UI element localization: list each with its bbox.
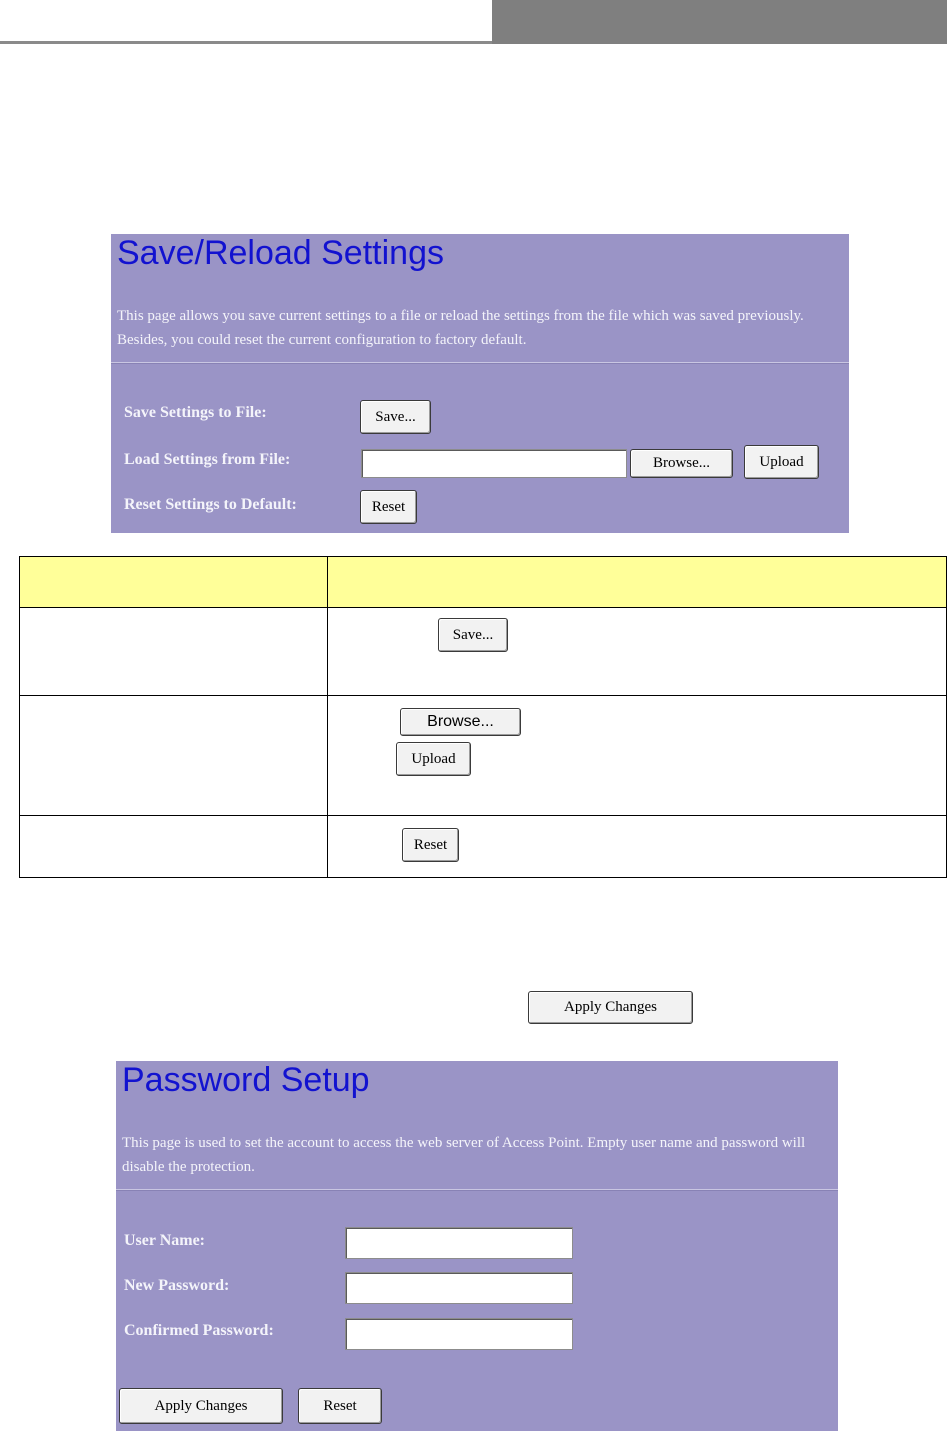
save-settings-label: Save Settings to File: <box>124 404 267 421</box>
table-cell <box>328 608 947 696</box>
password-setup-panel <box>116 1061 838 1431</box>
divider <box>116 1189 838 1191</box>
password-setup-title: Password Setup <box>122 1061 370 1099</box>
settings-table <box>19 556 947 878</box>
load-file-input[interactable] <box>361 449 627 478</box>
save-reload-description: This page allows you save current settings to a file or reload the settings from the file which was saved previously. Besides, you could reset the current configuration to factory default. <box>117 308 804 348</box>
new-password-label: New Password: <box>124 1277 230 1294</box>
table-cell <box>20 608 328 696</box>
save-button[interactable]: Save... <box>360 400 431 434</box>
apply-changes-button[interactable]: Apply Changes <box>119 1388 283 1424</box>
table-row <box>20 696 947 816</box>
table-upload-button[interactable]: Upload <box>396 742 471 776</box>
table-cell <box>20 816 328 878</box>
header-rule <box>0 41 492 44</box>
table-browse-button[interactable]: Browse... <box>400 708 521 736</box>
header-block <box>492 0 947 44</box>
confirm-password-label: Confirmed Password: <box>124 1322 274 1339</box>
new-password-input[interactable] <box>345 1272 573 1304</box>
table-cell <box>328 816 947 878</box>
load-settings-label: Load Settings from File: <box>124 451 291 468</box>
confirm-password-input[interactable] <box>345 1318 573 1350</box>
password-reset-button[interactable]: Reset <box>298 1388 382 1424</box>
password-setup-description: This page is used to set the account to access the web server of Access Point. Empty user name and password will disable the protection. <box>122 1135 806 1175</box>
reset-button[interactable]: Reset <box>360 490 417 524</box>
table-cell <box>20 696 328 816</box>
table-cell <box>328 696 947 816</box>
table-row <box>20 608 947 696</box>
user-name-label: User Name: <box>124 1232 206 1249</box>
table-header-cell-1 <box>20 557 328 608</box>
reset-settings-label: Reset Settings to Default: <box>124 496 297 513</box>
user-name-input[interactable] <box>345 1227 573 1259</box>
divider <box>111 362 849 364</box>
table-row <box>20 816 947 878</box>
table-save-button[interactable]: Save... <box>438 618 508 652</box>
table-header-cell-2 <box>328 557 947 608</box>
save-reload-title: Save/Reload Settings <box>117 234 444 272</box>
table-header-row <box>20 557 947 608</box>
upload-button[interactable]: Upload <box>744 445 819 479</box>
browse-button[interactable]: Browse... <box>630 449 733 478</box>
inline-apply-changes-button[interactable]: Apply Changes <box>528 991 693 1024</box>
save-reload-panel <box>111 234 849 533</box>
table-reset-button[interactable]: Reset <box>402 828 459 862</box>
